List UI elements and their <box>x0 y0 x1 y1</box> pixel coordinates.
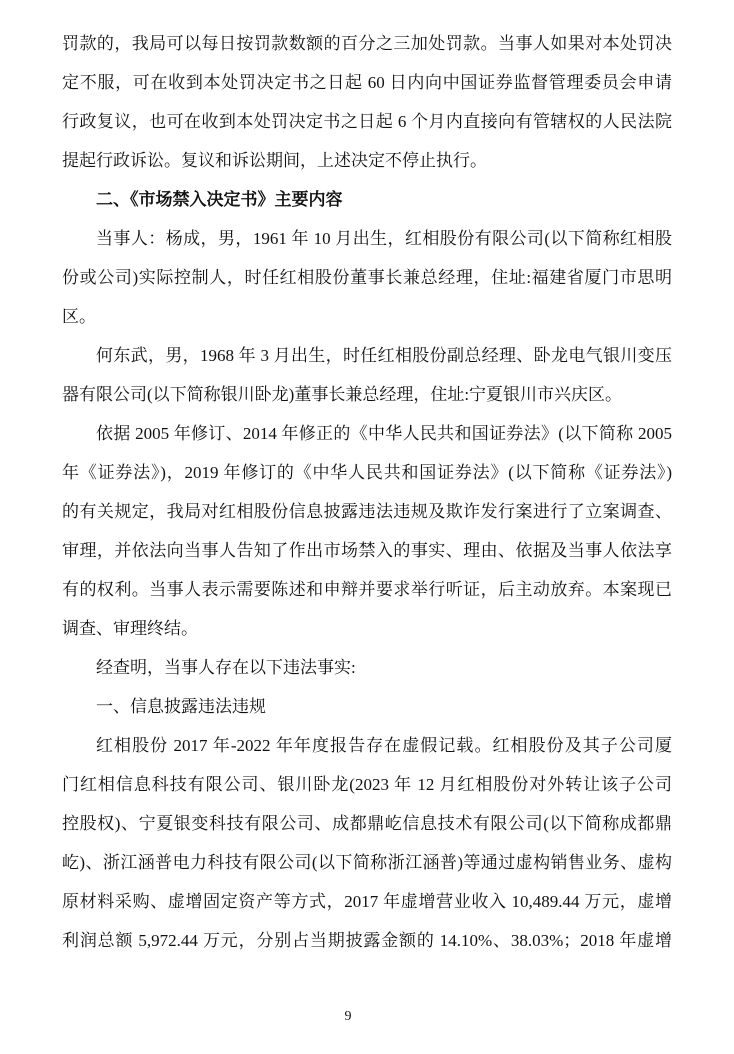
page-number: 9 <box>344 1009 352 1024</box>
text-line: 红相股份 2017 年-2022 年年度报告存在虚假记载。红相股份及其子公司厦 <box>96 736 672 755</box>
text-line: 经查明，当事人存在以下违法事实: <box>96 658 356 677</box>
text-line: 当事人：杨成，男，1961 年 10 月出生，红相股份有限公司(以下简称红相股 <box>96 229 672 248</box>
text-line: 审理，并依法向当事人告知了作出市场禁入的事实、理由、依据及当事人依法享 <box>62 541 672 560</box>
subheading-violation-one <box>62 687 672 726</box>
heading-section-two <box>62 180 672 219</box>
text-line: 调查、审理终结。 <box>62 619 198 638</box>
paragraph-penalty-remedies <box>62 24 672 180</box>
text-line: 控股权)、宁夏银变科技有限公司、成都鼎屹信息技术有限公司(以下简称成都鼎 <box>62 814 672 833</box>
text-line: 何东武，男，1968 年 3 月出生，时任红相股份副总经理、卧龙电气银川变压 <box>96 346 672 365</box>
text-line: 份或公司)实际控制人，时任红相股份董事长兼总经理，住址:福建省厦门市思明 <box>62 268 672 287</box>
text-line: 二、《市场禁入决定书》主要内容 <box>96 190 343 209</box>
text-line: 有的权利。当事人表示需要陈述和申辩并要求举行听证，后主动放弃。本案现已 <box>62 580 672 599</box>
paragraph-violation-details <box>62 726 672 960</box>
text-line: 行政复议，也可在收到本处罚决定书之日起 6 个月内直接向有管辖权的人民法院 <box>62 112 672 131</box>
text-line: 年《证券法》)，2019 年修订的《中华人民共和国证券法》(以下简称《证券法》) <box>62 463 672 482</box>
text-line: 定不服，可在收到本处罚决定书之日起 60 日内向中国证券监督管理委员会申请 <box>62 73 672 92</box>
text-line: 器有限公司(以下简称银川卧龙)董事长兼总经理，住址:宁夏银川市兴庆区。 <box>62 385 623 404</box>
text-line: 一、信息披露违法违规 <box>96 697 266 716</box>
text-line: 依据 2005 年修订、2014 年修正的《中华人民共和国证券法》(以下简称 2005 <box>96 424 672 443</box>
paragraph-party-he-dongwu <box>62 336 672 414</box>
text-line: 门红相信息科技有限公司、银川卧龙(2023 年 12 月红相股份对外转让该子公司 <box>62 775 672 794</box>
text-line: 原材料采购、虚增固定资产等方式，2017 年虚增营业收入 10,489.44 万元，虚增 <box>62 892 672 911</box>
text-line: 屹)、浙江涵普电力科技有限公司(以下简称浙江涵普)等通过虚构销售业务、虚构 <box>62 853 672 872</box>
text-line: 的有关规定，我局对红相股份信息披露违法违规及欺诈发行案进行了立案调查、 <box>62 502 672 521</box>
text-line: 提起行政诉讼。复议和诉讼期间，上述决定不停止执行。 <box>62 151 487 170</box>
paragraph-party-yang-cheng <box>62 219 672 336</box>
text-line: 利润总额 5,972.44 万元，分别占当期披露金额的 14.10%、38.03%；2018 年虚增 <box>62 931 672 950</box>
paragraph-findings-intro <box>62 648 672 687</box>
text-line: 区。 <box>62 307 96 326</box>
text-line: 罚款的，我局可以每日按罚款数额的百分之三加处罚款。当事人如果对本处罚决 <box>62 34 672 53</box>
paragraph-legal-basis <box>62 414 672 648</box>
document-body <box>62 24 672 960</box>
